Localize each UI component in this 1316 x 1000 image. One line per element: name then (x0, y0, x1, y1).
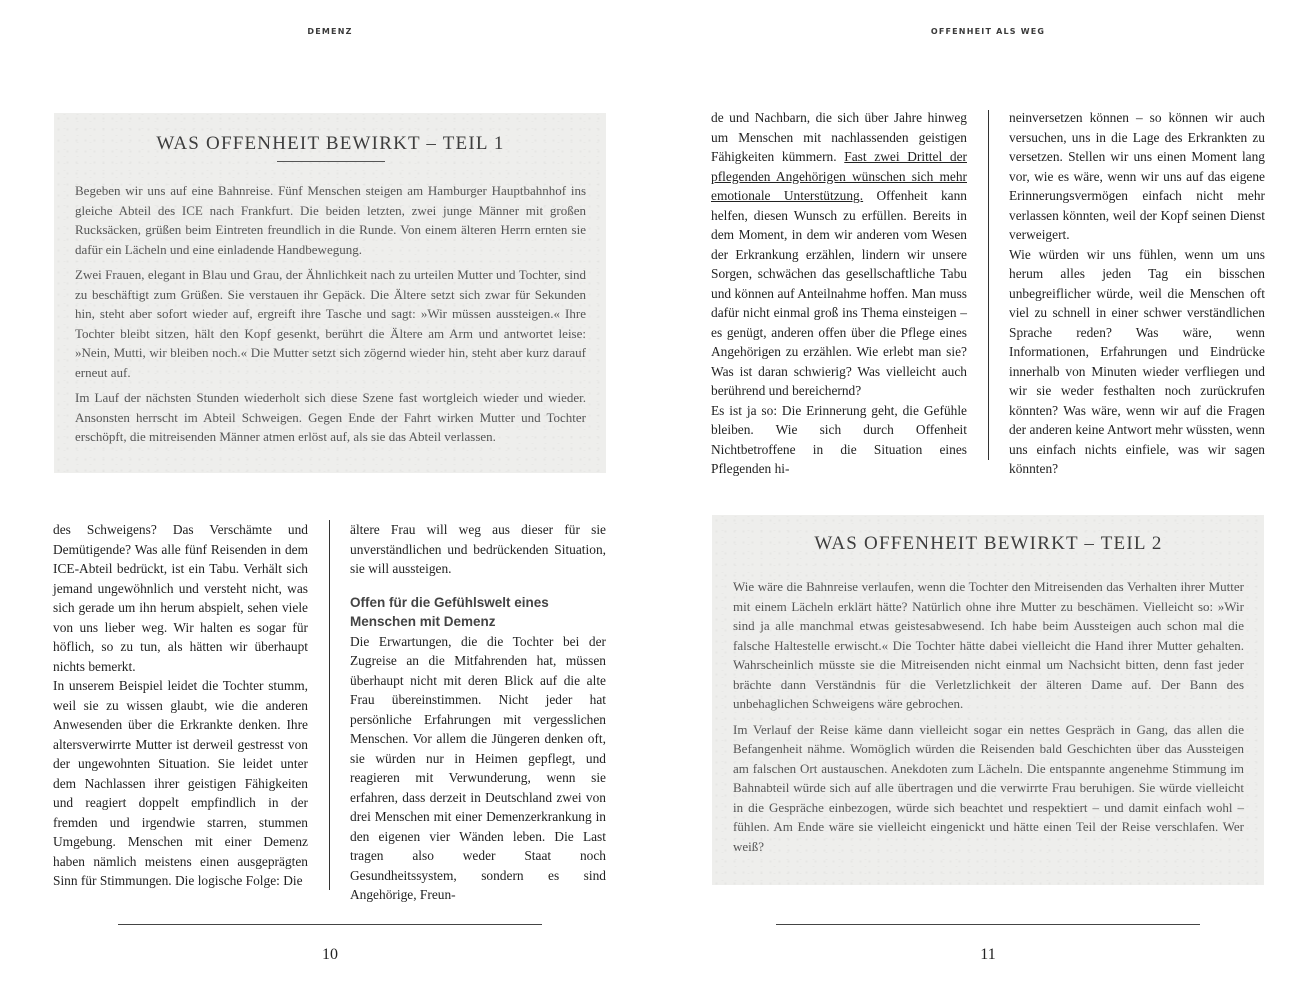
paragraph: neinversetzen können – so können wir auch versuchen, uns in die Lage des Erkrankten zu versetzen. Stellen wir uns einen Moment lang vor, wie es wäre, wenn wir uns auf das eigene Erinnerungsvermögen einfach nicht mehr verlassen könnten, weil der Kopf seinen Dienst verweigert. (1009, 110, 1265, 242)
paragraph: Es ist ja so: Die Erinnerung geht, die Gefühle bleiben. Wie sich durch Offenheit Nichtbetroffene in die Situation eines Pflegenden hi- (711, 402, 967, 476)
footer-rule (776, 924, 1200, 925)
text-column-1 (53, 520, 308, 891)
box-title: WAS OFFENHEIT BEWIRKT – TEIL 2 (814, 533, 1163, 554)
box-paragraph: Zwei Frauen, elegant in Blau und Grau, der Ähnlichkeit nach zu urteilen Mutter und Tochter, sind zu beschäftigt zum Grüßen. Sie verstauen ihr Gepäck. Die Ältere setzt sich zwar für Sekunden hin, steht aber sofort wieder auf, ergreift ihre Tasche und sagt: »Wir müssen aussteigen.« Ihre Tochter bleibt sitzen, hält den Kopf gesenkt, berührt die Ältere am Arm und antwortet leise: »Nein, Mutti, wir bleiben noch.« Die Mutter setzt sich zögernd wieder hin, steht aber kurz darauf erneut auf. (75, 267, 586, 380)
column-divider (988, 110, 989, 460)
paragraph: Wie würden wir uns fühlen, wenn um uns herum alles jeden Tag ein bisschen unbegreiflicher würde, weil die Menschen oft viel zu schnell in einer schwer verständlichen Sprache reden? Was wäre, wenn Informationen, Erfahrungen und Eindrücke innerhalb von Minuten wieder verfliegen und wir sie weder festhalten noch zurückrufen könnten? Was wäre, wenn wir auf die Fragen der anderen keine Antwort mehr wüssten, wenn uns einfach nichts einfiele, was wir sagen könnten? (1009, 246, 1265, 476)
paragraph: ältere Frau will weg aus dieser für sie unverständlichen und bedrückenden Situation, sie will aussteigen. (350, 522, 606, 576)
box-paragraph: Im Lauf der nächsten Stunden wiederholt sich diese Szene fast wortgleich wieder und wieder. Ansonsten herrscht im Abteil Schweigen. Gegen Ende der Fahrt wirken Mutter und Tochter erschöpft, die mitreisenden Männer atmen erlöst auf, als sie das Abteil verlassen. (75, 390, 586, 444)
title-underline (277, 161, 385, 162)
box-text (75, 181, 586, 447)
text-run: Offenheit kann helfen, diesen Wunsch zu erfüllen. Bereits in dem Moment, in dem wir anderen vom Wesen der Erkrankung erzählen, lindern wir unsere Sorgen, schwächen das gesellschaftliche Tabu und können auf Anteilnahme hoffen. Man muss dafür nicht einmal groß ins Thema einsteigen – es genügt, anderen offen über die Pflege eines Angehörigen zu erzählen. Wie erlebt man sie? Was ist daran schwierig? Was vielleicht auch berührend und bereichernd? (711, 188, 967, 398)
page-number: 10 (322, 946, 338, 963)
box-paragraph: Begeben wir uns auf eine Bahnreise. Fünf Menschen steigen am Hamburger Hauptbahnhof ins gleiche Abteil des ICE nach Frankfurt. Die beiden letzten, zwei junge Männer mit großen Rucksäcken, grüßen beim Eintreten freundlich in die Runde. Von einem älteren Herrn ernten sie dafür ein Lächeln und eine einladende Handbewegung. (75, 183, 586, 257)
text-column-2 (1009, 108, 1265, 479)
box-title: WAS OFFENHEIT BEWIRKT – TEIL 1 (156, 133, 505, 154)
running-head: DEMENZ (307, 27, 353, 36)
underlined-text: Fast zwei Drittel der pflegenden Angehörigen wünschen sich mehr emotionale Unterstützung. (711, 149, 967, 203)
text-run: de und Nachbarn, die sich über Jahre hinweg um Menschen mit nachlassenden geistigen Fähigkeiten kümmern. (711, 110, 967, 164)
box-text (733, 577, 1244, 856)
footer-rule (118, 924, 542, 925)
column-divider (329, 520, 330, 890)
subheading-line: Menschen mit Demenz (350, 614, 496, 629)
subheading-line: Offen für die Gefühlswelt eines (350, 594, 549, 610)
subheading (350, 593, 606, 632)
page-number: 11 (980, 946, 996, 963)
info-box (54, 113, 606, 473)
text-column-2 (350, 520, 606, 905)
text-column-1 (711, 108, 967, 479)
right-page (658, 0, 1316, 1000)
paragraph: Die Erwartungen, die die Tochter bei der Zugreise an die Mitfahrenden hat, müssen überhaupt nicht mit deren Blick auf die alte Frau übereinstimmen. Nicht jeder hat persönliche Erfahrungen mit vergesslichen Menschen. Vor allem die Jüngeren denken oft, sie würden nur in Heimen gepflegt, und reagieren mit Verwunderung, wenn sie erfahren, dass derzeit in Deutschland zwei von drei Menschen mit einer Demenzerkrankung in den eigenen vier Wänden leben. Die Last tragen also weder Staat noch Gesundheitssystem, sondern es sind Angehörige, Freun- (350, 633, 606, 902)
paragraph: des Schweigens? Das Verschämte und Demütigende? Was alle fünf Reisenden in dem ICE-Abteil bedrückt, ist ein Tabu. Verhält sich jemand ungewöhnlich und versteht nicht, was sich gerade um ihn herum abspielt, sehen viele von uns lieber weg. Wir halten es sogar für höflich, so zu tun, als hätten wir überhaupt nichts bemerkt. (53, 522, 308, 674)
paragraph (711, 108, 967, 401)
running-head: OFFENHEIT ALS WEG (930, 27, 1046, 36)
box-paragraph: Wie wäre die Bahnreise verlaufen, wenn die Tochter den Mitreisenden das Verhalten ihrer Mutter mit einem Lächeln erklärt hätte? Natürlich ohne ihre Mutter zu beschämen. Vielleicht so: »Wir sind ja alle manchmal etwas geistesabwesend. Ich habe beim Aussteigen auch schon mal die falsche Haltestelle erwischt.« Die Tochter hätte dabei vielleicht die Hand ihrer Mutter gehalten. Wahrscheinlich müsste sie die Mitreisenden nicht einmal um Nachsicht bitten, denn fast jeder brächte dann Verständnis für die Verletzlichkeit der älteren Dame auf. Der Bann des unbehaglichen Schweigens wäre gebrochen. (733, 579, 1244, 711)
box-paragraph: Im Verlauf der Reise käme dann vielleicht sogar ein nettes Gespräch in Gang, das allen die Befangenheit nähme. Womöglich würden die Reisenden bald Geschichten über das Aussteigen am falschen Ort austauschen. Anekdoten zum Lächeln. Die entspannte angenehme Stimmung im Bahnabteil würde sich auf alle übertragen und die verwirrte Frau beruhigen. Sie würde vielleicht in die Gespräche einbezogen, würde sich beachtet und respektiert – und damit einfach wohl – fühlen. Am Ende wäre sie vielleicht eingenickt und hätte einen Teil der Reise verschlafen. Wer weiß? (733, 721, 1244, 854)
info-box (712, 515, 1264, 885)
paragraph: In unserem Beispiel leidet die Tochter stumm, weil sie zu wissen glaubt, wie die anderen Anwesenden über die Erkrankte denken. Ihre altersverwirrte Mutter ist derweil gestresst von der ungewohnten Situation. Sie leidet unter dem Nachlassen ihrer geistigen Fähigkeiten und reagiert doppelt empfindlich in der fremden und irgendwie starren, stummen Umgebung. Menschen mit einer Demenz haben nämlich meistens einen ausgeprägten Sinn für Stimmungen. Die logische Folge: Die (53, 678, 308, 888)
